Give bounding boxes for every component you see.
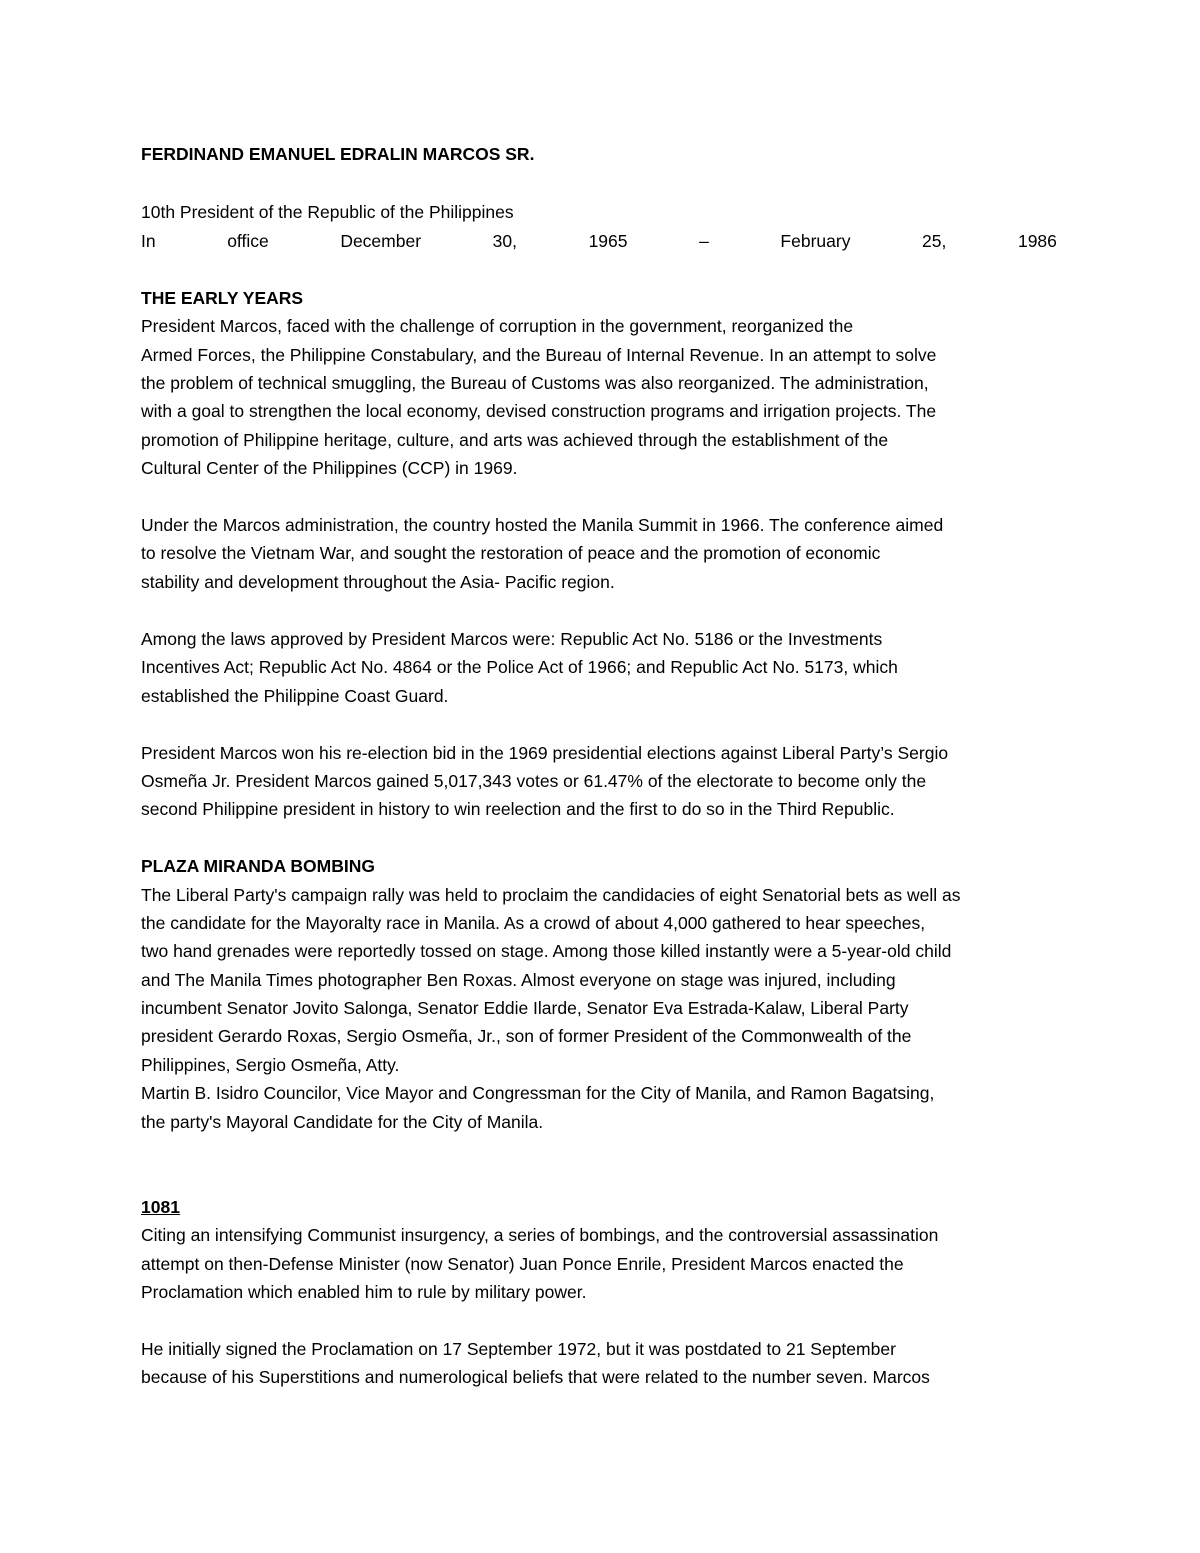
paragraph-line: Cultural Center of the Philippines (CCP) in 1969. [141,458,518,478]
office-term-word: office [227,231,269,251]
paragraph-line: because of his Superstitions and numerological beliefs that were related to the number seven. Marcos [141,1367,930,1387]
paragraph-line: President Marcos, faced with the challenge of corruption in the government, reorganized the [141,316,854,336]
paragraph-line: president Gerardo Roxas, Sergio Osmeña, Jr., son of former President of the Commonwealth of the [141,1026,912,1046]
section-heading-1081: 1081 [141,1197,180,1217]
paragraph-line: Under the Marcos administration, the country hosted the Manila Summit in 1966. The conference aimed [141,515,944,535]
paragraph-line: Incentives Act; Republic Act No. 4864 or the Police Act of 1966; and Republic Act No. 5173, which [141,657,898,677]
section-heading-early-years: THE EARLY YEARS [141,288,304,308]
paragraph-line: The Liberal Party's campaign rally was held to proclaim the candidacies of eight Senatorial bets as well as [141,885,961,905]
paragraph-line: the party's Mayoral Candidate for the City of Manila. [141,1112,544,1132]
office-term-word: In [141,231,156,251]
paragraph-line: two hand grenades were reportedly tossed on stage. Among those killed instantly were a 5-year-old child [141,941,952,961]
office-term-word: February [780,231,851,251]
office-term-word: – [699,231,709,251]
paragraph-line: second Philippine president in history to win reelection and the first to do so in the Third Republic. [141,799,895,819]
paragraph-line: with a goal to strengthen the local economy, devised construction programs and irrigation projects. The [141,401,937,421]
office-term-word: 25, [922,231,947,251]
office-term-word: 1965 [588,231,628,251]
office-term-line [141,227,1057,256]
paragraph-line: Proclamation which enabled him to rule by military power. [141,1282,587,1302]
paragraph-line: attempt on then-Defense Minister (now Senator) Juan Ponce Enrile, President Marcos enacted the [141,1254,904,1274]
office-term-word: 1986 [1017,231,1057,251]
paragraph-line: Osmeña Jr. President Marcos gained 5,017,343 votes or 61.47% of the electorate to become only the [141,771,927,791]
document-subtitle: 10th President of the Republic of the Philippines [141,202,514,222]
paragraph-line: Philippines, Sergio Osmeña, Atty. [141,1055,400,1075]
paragraph-line: Among the laws approved by President Marcos were: Republic Act No. 5186 or the Investments [141,629,883,649]
paragraph-line: promotion of Philippine heritage, culture, and arts was achieved through the establishment of the [141,430,889,450]
paragraph-line: Martin B. Isidro Councilor, Vice Mayor and Congressman for the City of Manila, and Ramon Bagatsing, [141,1083,935,1103]
paragraph-line: Armed Forces, the Philippine Constabulary, and the Bureau of Internal Revenue. In an attempt to solve [141,345,937,365]
paragraph-line: the problem of technical smuggling, the Bureau of Customs was also reorganized. The administration, [141,373,929,393]
paragraph-line: stability and development throughout the Asia- Pacific region. [141,572,615,592]
paragraph-line: established the Philippine Coast Guard. [141,686,449,706]
section-heading-plaza-miranda: PLAZA MIRANDA BOMBING [141,856,375,876]
paragraph-line: incumbent Senator Jovito Salonga, Senator Eddie Ilarde, Senator Eva Estrada-Kalaw, Liberal Party [141,998,909,1018]
paragraph-line: and The Manila Times photographer Ben Roxas. Almost everyone on stage was injured, including [141,970,896,990]
paragraph-line: to resolve the Vietnam War, and sought the restoration of peace and the promotion of economic [141,543,881,563]
paragraph-line: He initially signed the Proclamation on 17 September 1972, but it was postdated to 21 September [141,1339,896,1359]
paragraph-line: the candidate for the Mayoralty race in Manila. As a crowd of about 4,000 gathered to hear speeches, [141,913,926,933]
document-title: FERDINAND EMANUEL EDRALIN MARCOS SR. [141,144,535,164]
paragraph-line: Citing an intensifying Communist insurgency, a series of bombings, and the controversial assassination [141,1225,939,1245]
office-term-word: 30, [492,231,517,251]
office-term-word: December [340,231,422,251]
paragraph-line: President Marcos won his re-election bid in the 1969 presidential elections against Liberal Party’s Sergio [141,743,949,763]
